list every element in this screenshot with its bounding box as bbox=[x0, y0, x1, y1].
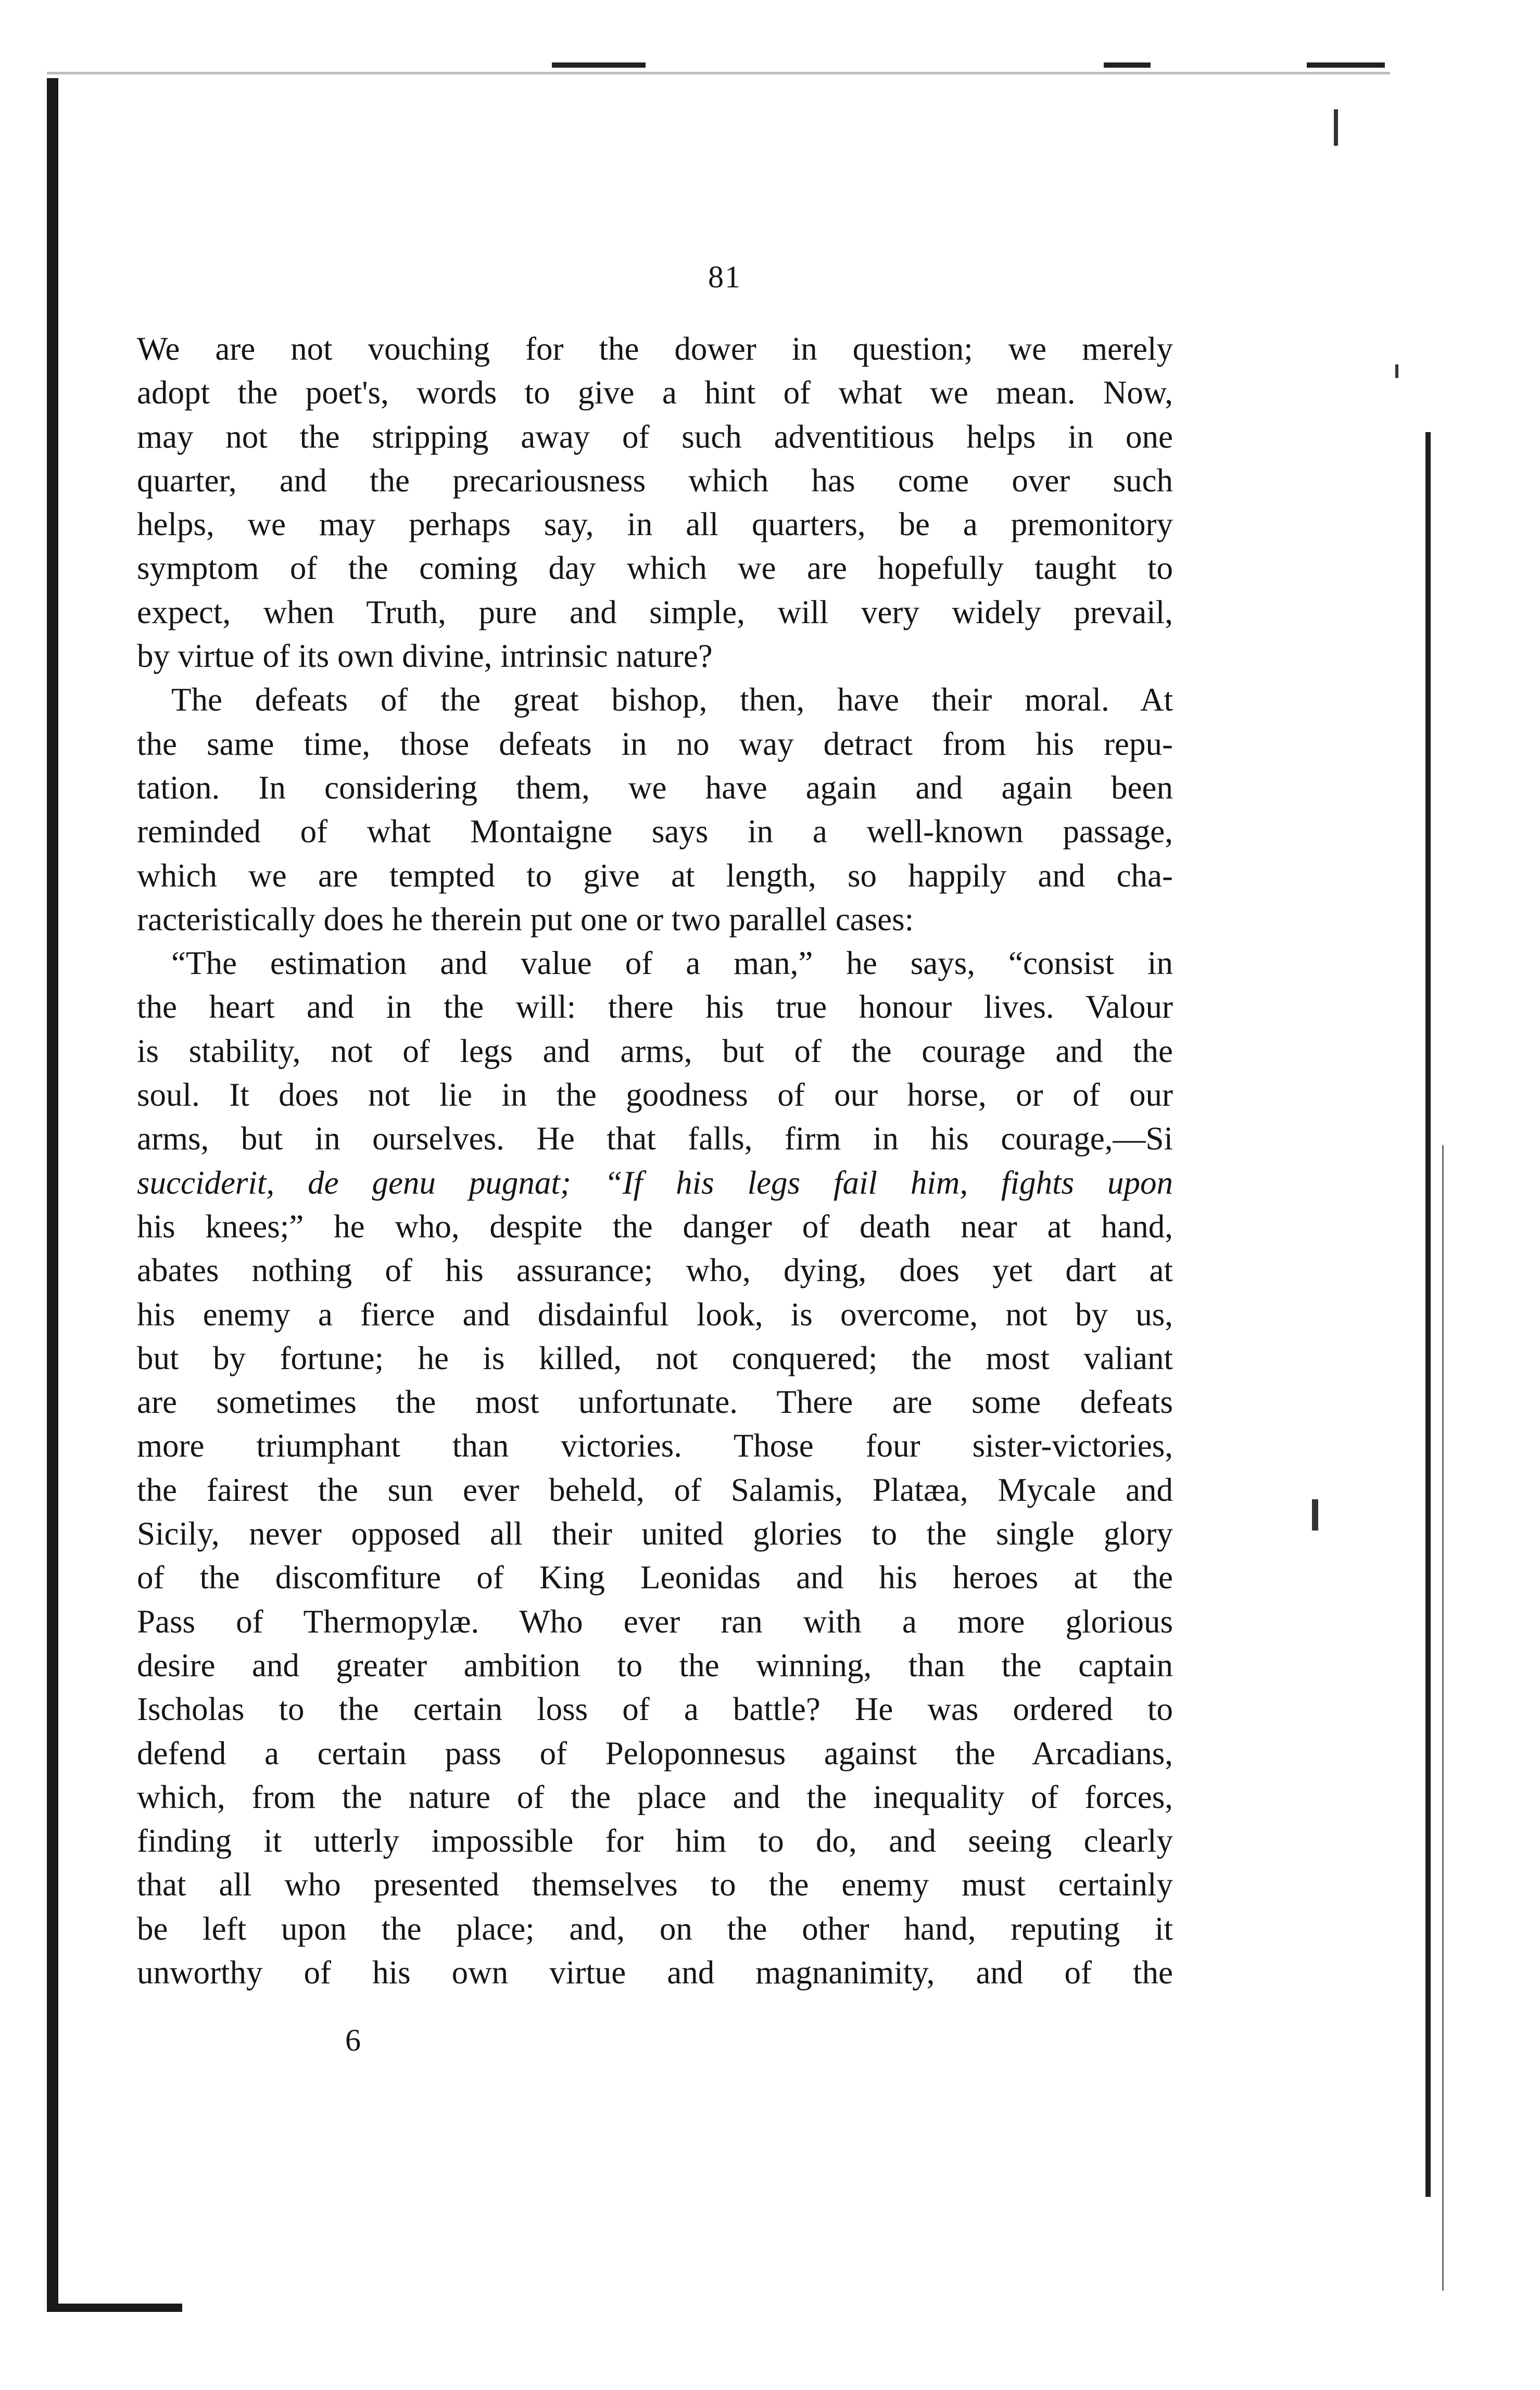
scan-right-edge-thin bbox=[1442, 1145, 1444, 2291]
text-line: helps, we may perhaps say, in all quarters, be a premonitory bbox=[137, 506, 1173, 543]
text-line: Ischolas to the certain loss of a battle? He was ordered to bbox=[137, 1691, 1173, 1728]
text-line: defend a certain pass of Peloponnesus against the Arcadians, bbox=[137, 1735, 1173, 1772]
text-line: may not the stripping away of such adventitious helps in one bbox=[137, 418, 1173, 455]
text-line: We are not vouching for the dower in question; we merely bbox=[137, 331, 1173, 367]
text-line: be left upon the place; and, on the other hand, reputing it bbox=[137, 1910, 1173, 1947]
text-line: the heart and in the will: there his true honour lives. Valour bbox=[137, 989, 1173, 1026]
text-line: succiderit, de genu pugnat; “If his legs fail him, fights upon bbox=[137, 1164, 1173, 1201]
text-line: expect, when Truth, pure and simple, will very widely prevail, bbox=[137, 593, 1173, 630]
text-line: abates nothing of his assurance; who, dying, does yet dart at bbox=[137, 1252, 1173, 1289]
text-line: but by fortune; he is killed, not conquered; the most valiant bbox=[137, 1339, 1173, 1376]
text-line: of the discomfiture of King Leonidas and his heroes at the bbox=[137, 1559, 1173, 1596]
text-line: reminded of what Montaigne says in a well-known passage, bbox=[137, 813, 1173, 850]
text-line: quarter, and the precariousness which has come over such bbox=[137, 462, 1173, 499]
text-line: that all who presented themselves to the enemy must certainly bbox=[137, 1866, 1173, 1903]
text-line: soul. It does not lie in the goodness of our horse, or of our bbox=[137, 1077, 1173, 1114]
text-line: adopt the poet's, words to give a hint of what we mean. Now, bbox=[137, 374, 1173, 411]
page-text bbox=[137, 327, 1173, 1994]
text-line: tation. In considering them, we have again and again been bbox=[137, 769, 1173, 806]
text-line: his knees;” he who, despite the danger of death near at hand, bbox=[137, 1208, 1173, 1245]
scan-speck bbox=[1312, 1499, 1318, 1531]
text-line: finding it utterly impossible for him to do, and seeing clearly bbox=[137, 1823, 1173, 1860]
text-line: racteristically does he therein put one or two parallel cases: bbox=[137, 901, 914, 938]
text-line: more triumphant than victories. Those four sister-victories, bbox=[137, 1427, 1173, 1464]
scan-right-edge bbox=[1425, 432, 1431, 2197]
text-line: is stability, not of legs and arms, but of the courage and the bbox=[137, 1032, 1173, 1069]
scan-left-edge-foot bbox=[47, 2304, 182, 2312]
text-line: by virtue of its own divine, intrinsic nature? bbox=[137, 638, 713, 675]
scan-top-rule bbox=[47, 72, 1390, 74]
scan-speck bbox=[1395, 364, 1398, 378]
text-line: Pass of Thermopylæ. Who ever ran with a more glorious bbox=[137, 1603, 1173, 1640]
text-line: The defeats of the great bishop, then, have their moral. At bbox=[171, 681, 1173, 718]
scan-top-mark bbox=[1104, 62, 1151, 68]
text-line: the same time, those defeats in no way detract from his repu- bbox=[137, 725, 1173, 762]
text-line: unworthy of his own virtue and magnanimity, and of the bbox=[137, 1954, 1173, 1991]
text-line: desire and greater ambition to the winning, than the captain bbox=[137, 1647, 1173, 1684]
scan-top-mark bbox=[552, 62, 646, 68]
text-line: Sicily, never opposed all their united glories to the single glory bbox=[137, 1515, 1173, 1552]
scan-left-edge bbox=[47, 78, 58, 2311]
text-line: “The estimation and value of a man,” he says, “consist in bbox=[171, 945, 1173, 982]
text-line: symptom of the coming day which we are hopefully taught to bbox=[137, 550, 1173, 587]
text-line: are sometimes the most unfortunate. There are some defeats bbox=[137, 1384, 1173, 1421]
scan-top-mark bbox=[1307, 62, 1385, 68]
text-line: the fairest the sun ever beheld, of Salamis, Platæa, Mycale and bbox=[137, 1471, 1173, 1508]
text-line: which, from the nature of the place and the inequality of forces, bbox=[137, 1778, 1173, 1815]
text-line: which we are tempted to give at length, so happily and cha- bbox=[137, 857, 1173, 894]
scan-speck bbox=[1334, 109, 1338, 146]
text-line: his enemy a fierce and disdainful look, is overcome, not by us, bbox=[137, 1296, 1173, 1333]
signature-mark: 6 bbox=[345, 2023, 361, 2057]
text-line: arms, but in ourselves. He that falls, firm in his courage,—Si bbox=[137, 1120, 1173, 1157]
page-number: 81 bbox=[708, 260, 741, 294]
